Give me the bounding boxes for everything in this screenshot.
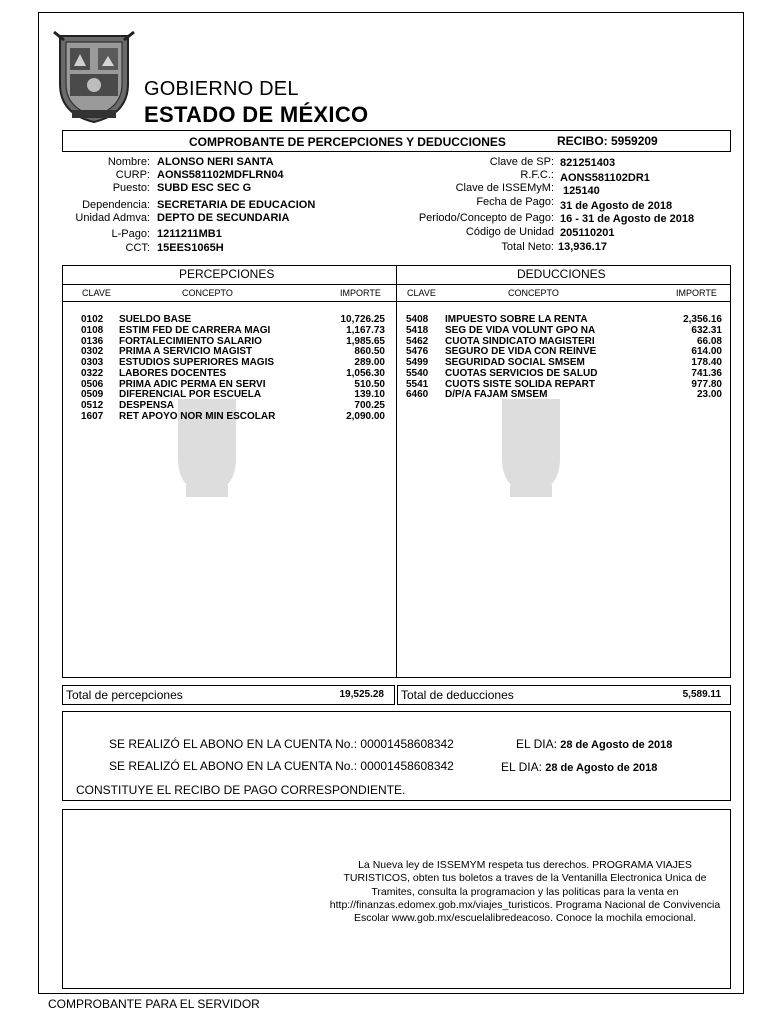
deposit-date-label-2: EL DIA: (501, 760, 542, 774)
rfc-label: R.F.C.: (520, 169, 554, 181)
deposit-line-2: SE REALIZÓ EL ABONO EN LA CUENTA No.: 00001458608342 (109, 759, 454, 773)
department-value: SECRETARIA DE EDUCACION (157, 199, 316, 211)
deductions-amount: 741.36 (691, 367, 722, 379)
earnings-concept: LABORES DOCENTES (119, 367, 227, 379)
deductions-row (406, 325, 722, 336)
issemym-key-value: 125140 (563, 185, 600, 197)
deductions-amount: 632.31 (691, 324, 722, 336)
earnings-key: 0136 (81, 335, 104, 347)
earnings-concept: ESTIM FED DE CARRERA MAGI (119, 324, 271, 336)
deductions-amount: 66.08 (696, 335, 722, 347)
notice-box (62, 809, 731, 989)
sp-key-label: Clave de SP: (489, 156, 554, 168)
name-label: Nombre: (107, 156, 150, 168)
deductions-col-amount: IMPORTE (676, 288, 717, 298)
payment-date-value: 31 de Agosto de 2018 (560, 200, 673, 212)
table-column-rule (62, 301, 731, 302)
earnings-amount: 1,985.65 (346, 335, 385, 347)
curp-value: AONS581102MDFLRN04 (157, 169, 284, 181)
cct-label: CCT: (125, 242, 150, 254)
footer-caption: COMPROBANTE PARA EL SERVIDOR (48, 997, 260, 1011)
earnings-key: 0102 (81, 314, 104, 325)
deductions-concept: D/P/A FAJAM SMSEM (445, 389, 548, 401)
pay-period-label: Periodo/Concepto de Pago: (418, 212, 554, 224)
earnings-row (81, 357, 385, 368)
admin-unit-label: Unidad Admva: (75, 212, 150, 224)
deductions-row (406, 357, 722, 368)
deductions-amount: 614.00 (691, 346, 722, 358)
issemym-key-label: Clave de ISSEMyM: (455, 182, 554, 194)
earnings-concept: DIFERENCIAL POR ESCUELA (119, 389, 262, 401)
earnings-concept: DESPENSA (119, 400, 175, 411)
deposit-date-label-1: EL DIA: (516, 737, 557, 751)
earnings-row (81, 368, 385, 379)
earnings-key: 0506 (81, 378, 104, 390)
receipt-statement: CONSTITUYE EL RECIBO DE PAGO CORRESPONDIENTE. (76, 783, 406, 797)
deductions-key: 5408 (406, 314, 429, 325)
earnings-row (81, 389, 385, 400)
net-total-label: Total Neto: (501, 241, 554, 253)
deductions-row (406, 379, 722, 390)
deductions-row (406, 336, 722, 347)
department-label: Dependencia: (82, 199, 150, 211)
deductions-col-concept: CONCEPTO (508, 288, 559, 298)
earnings-amount: 510.50 (354, 378, 385, 390)
position-label: Puesto: (112, 182, 150, 194)
receipt-number: RECIBO: 5959209 (557, 134, 658, 148)
issemym-notice: La Nueva ley de ISSEMYM respeta tus derechos. PROGRAMA VIAJES TURISTICOS, obten tus boletos a traves de la Ventanilla Electronica Unica de Tramites, consulta la programacion y las politicas para la venta en http://finanzas.edomex.gob.mx/viajes_turisticos. Programa Nacional de Convivencia Escolar www.gob.mx/escuelalibredeacoso. Conoce la mochila emocional. (329, 859, 721, 925)
rfc-value: AONS581102DR1 (560, 172, 650, 184)
earnings-key: 0302 (81, 346, 104, 358)
earnings-row (81, 400, 385, 411)
earnings-concept: FORTALECIMIENTO SALARIO (119, 335, 262, 347)
deposit-date-1 (516, 737, 672, 751)
earnings-key: 1607 (81, 410, 104, 422)
deductions-concept: SEG DE VIDA VOLUNT GPO NA (445, 324, 596, 336)
deductions-key: 5462 (406, 335, 429, 347)
deductions-row (406, 346, 722, 357)
payment-line-value: 1211211MB1 (157, 228, 222, 240)
deductions-concept: CUOTS SISTE SOLIDA REPART (445, 378, 596, 390)
deposit-date-2 (501, 760, 657, 774)
earnings-amount: 2,090.00 (346, 410, 385, 422)
watermark-seal-icon (498, 395, 564, 500)
earnings-row (81, 336, 385, 347)
unit-code-value: 205110201 (560, 227, 615, 239)
deposit-line-1: SE REALIZÓ EL ABONO EN LA CUENTA No.: 00001458608342 (109, 737, 454, 751)
earnings-heading: PERCEPCIONES (179, 267, 275, 281)
earnings-total-value: 19,525.28 (339, 689, 384, 700)
deductions-amount: 178.40 (691, 357, 722, 368)
earnings-row (81, 379, 385, 390)
deductions-concept: CUOTAS SERVICIOS DE SALUD (445, 367, 598, 379)
curp-label: CURP: (115, 169, 150, 181)
deductions-amount: 23.00 (696, 389, 722, 401)
title-bar (62, 130, 731, 152)
sp-key-value: 821251403 (560, 157, 616, 169)
payment-box (62, 711, 731, 801)
earnings-total-label: Total de percepciones (66, 688, 183, 702)
government-name-line2: ESTADO DE MÉXICO (144, 102, 369, 127)
earnings-col-amount: IMPORTE (340, 288, 381, 298)
deductions-concept: IMPUESTO SOBRE LA RENTA (445, 314, 588, 325)
earnings-amount: 860.50 (354, 346, 385, 358)
deductions-concept: CUOTA SINDICATO MAGISTERI (445, 335, 595, 347)
earnings-concept: ESTUDIOS SUPERIORES MAGIS (119, 357, 275, 368)
earnings-amount: 139.10 (354, 389, 385, 401)
deductions-key: 5499 (406, 357, 429, 368)
earnings-key: 0509 (81, 389, 104, 401)
deductions-key: 6460 (406, 389, 429, 401)
pay-period-value: 16 - 31 de Agosto de 2018 (560, 213, 695, 225)
deductions-total-box (397, 685, 731, 705)
earnings-col-concept: CONCEPTO (182, 288, 233, 298)
deductions-key: 5418 (406, 324, 429, 336)
net-total-value: 13,936.17 (558, 241, 607, 253)
earnings-row (81, 411, 385, 422)
deductions-key: 5541 (406, 378, 429, 390)
earnings-row (81, 325, 385, 336)
deductions-amount: 2,356.16 (683, 314, 722, 325)
table-divider (396, 265, 397, 678)
earnings-row (81, 346, 385, 357)
earnings-key: 0322 (81, 367, 104, 379)
deductions-concept: SEGURIDAD SOCIAL SMSEM (445, 357, 585, 368)
earnings-amount: 1,167.73 (346, 324, 385, 336)
earnings-concept: PRIMA ADIC PERMA EN SERVI (119, 378, 266, 390)
deductions-total-label: Total de deducciones (401, 688, 514, 702)
earnings-key: 0512 (81, 400, 104, 411)
deposit-date-value-1: 28 de Agosto de 2018 (560, 739, 673, 751)
admin-unit-value: DEPTO DE SECUNDARIA (157, 212, 290, 224)
deductions-row (406, 389, 722, 400)
deductions-col-key: CLAVE (407, 288, 436, 298)
earnings-key: 0108 (81, 324, 104, 336)
payment-date-label: Fecha de Pago: (476, 196, 554, 208)
deductions-heading: DEDUCCIONES (517, 267, 606, 281)
earnings-total-box (62, 685, 395, 705)
earnings-amount: 289.00 (354, 357, 385, 368)
payment-line-label: L-Pago: (111, 228, 150, 240)
deductions-row (406, 368, 722, 379)
cct-value: 15EES1065H (157, 242, 224, 254)
table-header-rule (62, 284, 731, 285)
earnings-col-key: CLAVE (82, 288, 111, 298)
deductions-key: 5540 (406, 367, 429, 379)
document-title: COMPROBANTE DE PERCEPCIONES Y DEDUCCIONES (189, 135, 506, 149)
earnings-concept: RET APOYO NOR MIN ESCOLAR (119, 410, 276, 422)
deposit-date-value-2: 28 de Agosto de 2018 (545, 762, 658, 774)
government-name-line1: GOBIERNO DEL (144, 78, 299, 100)
deductions-concept: SEGURO DE VIDA CON REINVE (445, 346, 597, 358)
earnings-row (81, 314, 385, 325)
position-value: SUBD ESC SEC G (157, 182, 252, 194)
deductions-row (406, 314, 722, 325)
name-value: ALONSO NERI SANTA (157, 156, 274, 168)
earnings-amount: 10,726.25 (340, 314, 385, 325)
earnings-amount: 700.25 (354, 400, 385, 411)
deductions-key: 5476 (406, 346, 429, 358)
deductions-total-value: 5,589.11 (682, 689, 721, 700)
earnings-concept: PRIMA A SERVICIO MAGIST (119, 346, 253, 358)
earnings-amount: 1,056.30 (346, 367, 385, 379)
unit-code-label: Código de Unidad (465, 226, 554, 238)
earnings-key: 0303 (81, 357, 104, 368)
earnings-concept: SUELDO BASE (119, 314, 192, 325)
deductions-amount: 977.80 (691, 378, 722, 390)
state-coat-of-arms-icon (52, 28, 136, 124)
